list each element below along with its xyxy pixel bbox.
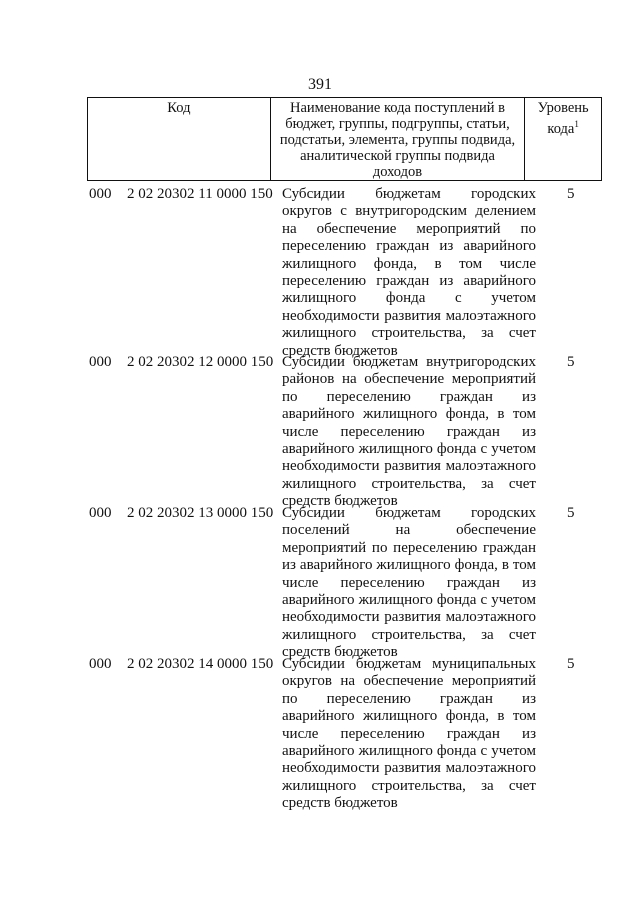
page-number: 391 [308, 76, 332, 93]
row-code: 2 02 20302 14 0000 150 [127, 656, 274, 672]
row-prefix: 000 [89, 505, 112, 521]
header-name: Наименование кода поступлений в бюджет, группы, подгруппы, статьи, подстатьи, элемента, группы подвида, аналитической группы подвида доходов [270, 98, 525, 181]
row-description: Субсидии бюджетам внутригородских районов на обеспечение мероприятий по переселению граждан из аварийного жилищного фонда, в том числе переселению граждан из аварийного жилищного фонда с учетом необходимости развития малоэтажного жилищного строительства, за счет средств бюджетов [282, 354, 536, 510]
header-level-footnote: 1 [574, 119, 579, 129]
row-prefix: 000 [89, 186, 112, 202]
row-description: Субсидии бюджетам городских округов с внутригородским делением на обеспечение мероприятий по переселению граждан из аварийного жилищного фонда, в том числе переселению граждан из аварийного жилищного фонда с учетом необходимости развития малоэтажного жилищного строительства, за счет средств бюджетов [282, 186, 536, 359]
row-code: 2 02 20302 11 0000 150 [127, 186, 273, 202]
header-level [525, 98, 602, 181]
row-level: 5 [567, 186, 575, 202]
row-code: 2 02 20302 13 0000 150 [127, 505, 274, 521]
row-prefix: 000 [89, 656, 112, 672]
row-level: 5 [567, 656, 575, 672]
row-prefix: 000 [89, 354, 112, 370]
header-code: Код [88, 98, 271, 181]
row-level: 5 [567, 505, 575, 521]
row-level: 5 [567, 354, 575, 370]
table-header [87, 97, 602, 181]
row-code: 2 02 20302 12 0000 150 [127, 354, 274, 370]
row-description: Субсидии бюджетам муниципальных округов на обеспечение мероприятий по переселению граждан из аварийного жилищного фонда, в том числе переселению граждан из аварийного жилищного фонда с учетом необходимости развития малоэтажного жилищного строительства, за счет средств бюджетов [282, 656, 536, 812]
header-level-label: Уровень кода [537, 100, 589, 137]
row-description: Субсидии бюджетам городских поселений на обеспечение мероприятий по переселению граждан из аварийного жилищного фонда, в том числе переселению граждан из аварийного жилищного фонда с учетом необходимости развития малоэтажного жилищного строительства, за счет средств бюджетов [282, 505, 536, 661]
